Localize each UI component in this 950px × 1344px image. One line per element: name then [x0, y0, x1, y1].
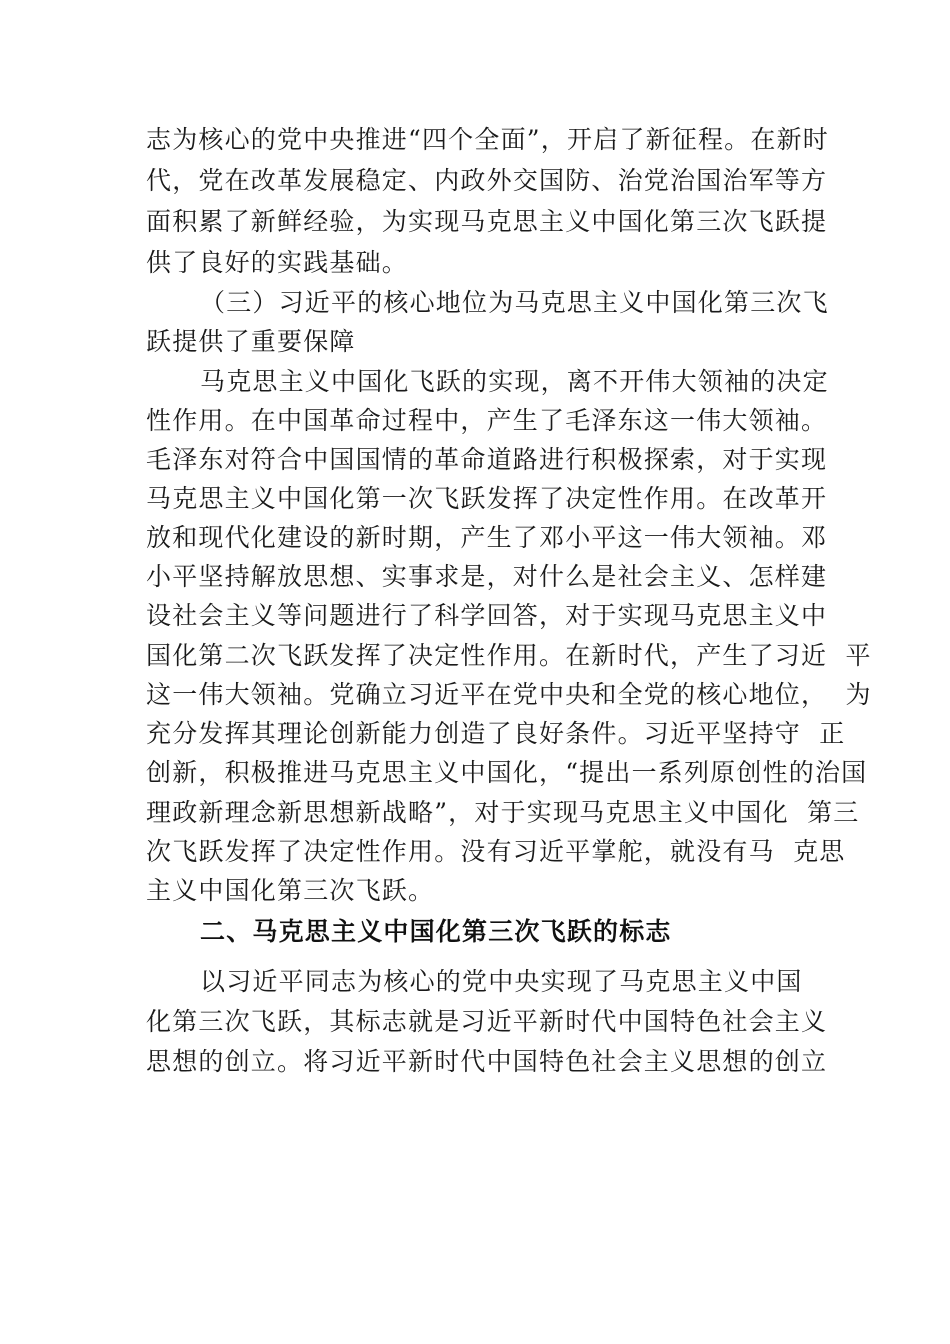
paragraph-2-line-9: 这一伟大领袖。党确立习近平在党中央和全党的核心地位， 为 [146, 680, 872, 709]
subheading-3-line-1: （三）习近平的核心地位为马克思主义中国化第三次飞 [200, 288, 829, 317]
paragraph-1-line-3: 面积累了新鲜经验，为实现马克思主义中国化第三次飞跃提 [146, 207, 828, 236]
paragraph-2-line-5: 放和现代化建设的新时期，产生了邓小平这一伟大领袖。邓 [146, 523, 828, 552]
paragraph-2-line-11: 创新，积极推进马克思主义中国化，“提出一系列原创性的治国 [146, 758, 868, 787]
paragraph-2-line-8: 国化第二次飞跃发挥了决定性作用。在新时代，产生了习近 平 [146, 641, 872, 670]
paragraph-3-line-1: 以习近平同志为核心的党中央实现了马克思主义中国 [200, 967, 803, 996]
paragraph-2-line-6: 小平坚持解放思想、实事求是，对什么是社会主义、怎样建 [146, 562, 828, 591]
paragraph-2-line-12: 理政新理念新思想新战略”，对于实现马克思主义中国化 第三 [146, 798, 860, 827]
paragraph-3-line-2: 化第三次飞跃，其标志就是习近平新时代中国特色社会主义 [146, 1007, 828, 1036]
paragraph-2-line-4: 马克思主义中国化第一次飞跃发挥了决定性作用。在改革开 [146, 484, 828, 513]
paragraph-2-line-10: 充分发挥其理论创新能力创造了良好条件。习近平坚持守 正 [146, 719, 846, 748]
subheading-3-line-2: 跃提供了重要保障 [146, 327, 356, 356]
paragraph-3-line-3: 思想的创立。将习近平新时代中国特色社会主义思想的创立 [146, 1047, 828, 1076]
paragraph-2-line-14: 主义中国化第三次飞跃。 [146, 876, 435, 905]
paragraph-2-line-2: 性作用。在中国革命过程中，产生了毛泽东这一伟大领袖。 [146, 406, 828, 435]
paragraph-2-line-7: 设社会主义等问题进行了科学回答，对于实现马克思主义中 [146, 601, 828, 630]
paragraph-1-line-4: 供了良好的实践基础。 [146, 248, 409, 277]
paragraph-2-line-1: 马克思主义中国化飞跃的实现，离不开伟大领袖的决定 [200, 367, 829, 396]
paragraph-2-line-13: 次飞跃发挥了决定性作用。没有习近平掌舵，就没有马 克思 [146, 837, 846, 866]
paragraph-1-line-1: 志为核心的党中央推进“四个全面”，开启了新征程。在新时 [146, 125, 829, 154]
paragraph-1-line-2: 代，党在改革发展稳定、内政外交国防、治党治国治军等方 [146, 166, 828, 195]
paragraph-2-line-3: 毛泽东对符合中国国情的革命道路进行积极探索，对于实现 [146, 445, 828, 474]
section-heading: 二、马克思主义中国化第三次飞跃的标志 [200, 917, 672, 946]
